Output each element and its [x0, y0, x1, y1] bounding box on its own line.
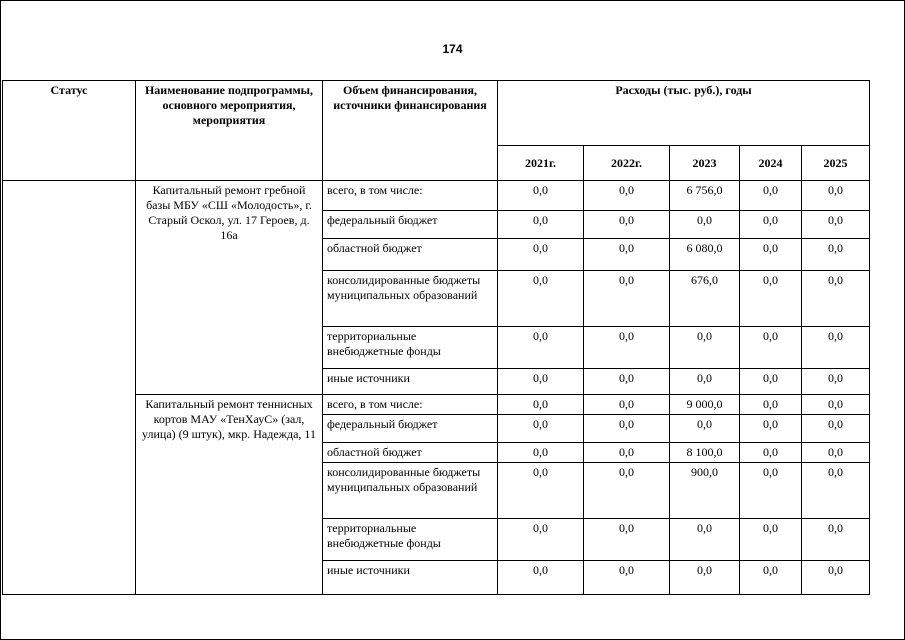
- expense-value: 0,0: [670, 211, 740, 239]
- expense-value: 0,0: [498, 239, 584, 271]
- expense-value: 0,0: [498, 415, 584, 443]
- header-year: 2025: [802, 146, 870, 181]
- expense-value: 0,0: [802, 415, 870, 443]
- expense-value: 0,0: [740, 271, 802, 327]
- expense-value: 0,0: [740, 519, 802, 561]
- header-year: 2024: [740, 146, 802, 181]
- expense-value: 0,0: [740, 327, 802, 369]
- expense-value: 0,0: [584, 443, 670, 463]
- header-year: 2021г.: [498, 146, 584, 181]
- expense-value: 0,0: [802, 395, 870, 415]
- expense-value: 0,0: [802, 239, 870, 271]
- expense-value: 0,0: [802, 211, 870, 239]
- expense-value: 0,0: [498, 463, 584, 519]
- funding-source: консолидированные бюджеты муниципальных образований: [323, 463, 498, 519]
- expense-value: 0,0: [802, 327, 870, 369]
- expense-value: 0,0: [498, 395, 584, 415]
- budget-table: [2, 80, 870, 595]
- header-year: 2023: [670, 146, 740, 181]
- expense-value: 0,0: [498, 211, 584, 239]
- expense-value: 0,0: [498, 561, 584, 595]
- expense-value: 0,0: [584, 239, 670, 271]
- expense-value: 0,0: [670, 561, 740, 595]
- funding-source: всего, в том числе:: [323, 395, 498, 415]
- funding-source: областной бюджет: [323, 239, 498, 271]
- funding-source: иные источники: [323, 369, 498, 395]
- expense-value: 0,0: [584, 369, 670, 395]
- expense-value: 0,0: [740, 395, 802, 415]
- expense-value: 8 100,0: [670, 443, 740, 463]
- funding-source: территориальные внебюджетные фонды: [323, 327, 498, 369]
- expense-value: 0,0: [584, 519, 670, 561]
- event-name: Капитальный ремонт теннисных кортов МАУ «ТенХауС» (зал, улица) (9 штук), мкр. Надежда, 11: [136, 395, 323, 595]
- table-row: [3, 181, 870, 211]
- funding-source: территориальные внебюджетные фонды: [323, 519, 498, 561]
- expense-value: 0,0: [498, 181, 584, 211]
- expense-value: 6 080,0: [670, 239, 740, 271]
- expense-value: 0,0: [740, 463, 802, 519]
- expense-value: 0,0: [670, 415, 740, 443]
- funding-source: консолидированные бюджеты муниципальных образований: [323, 271, 498, 327]
- expense-value: 0,0: [498, 519, 584, 561]
- funding-source: федеральный бюджет: [323, 211, 498, 239]
- expense-value: 0,0: [498, 327, 584, 369]
- expense-value: 0,0: [740, 561, 802, 595]
- expense-value: 9 000,0: [670, 395, 740, 415]
- funding-source: иные источники: [323, 561, 498, 595]
- expense-value: 0,0: [740, 239, 802, 271]
- header-year: 2022г.: [584, 146, 670, 181]
- expense-value: 0,0: [802, 443, 870, 463]
- expense-value: 0,0: [584, 181, 670, 211]
- expense-value: 900,0: [670, 463, 740, 519]
- expense-value: 0,0: [584, 395, 670, 415]
- header-status: Статус: [3, 81, 136, 181]
- expense-value: 0,0: [584, 415, 670, 443]
- expense-value: 0,0: [740, 443, 802, 463]
- expense-value: 0,0: [802, 369, 870, 395]
- status-cell: [3, 181, 136, 595]
- expense-value: 0,0: [802, 463, 870, 519]
- expense-value: 0,0: [740, 211, 802, 239]
- expense-value: 6 756,0: [670, 181, 740, 211]
- funding-source: всего, в том числе:: [323, 181, 498, 211]
- expense-value: 0,0: [498, 443, 584, 463]
- expense-value: 0,0: [498, 271, 584, 327]
- expense-value: 0,0: [584, 561, 670, 595]
- expense-value: 0,0: [584, 211, 670, 239]
- expense-value: 0,0: [584, 463, 670, 519]
- page-number: 174: [442, 42, 463, 56]
- header-name: Наименование подпрограммы, основного мероприятия, мероприятия: [136, 81, 323, 181]
- expense-value: 0,0: [584, 271, 670, 327]
- expense-value: 0,0: [670, 369, 740, 395]
- expense-value: 0,0: [802, 271, 870, 327]
- event-name: Капитальный ремонт гребной базы МБУ «СШ «Молодость», г. Старый Оскол, ул. 17 Героев, д. 16а: [136, 181, 323, 395]
- expense-value: 0,0: [670, 519, 740, 561]
- expense-value: 0,0: [670, 327, 740, 369]
- funding-source: областной бюджет: [323, 443, 498, 463]
- expense-value: 0,0: [498, 369, 584, 395]
- expense-value: 0,0: [584, 327, 670, 369]
- expense-value: 0,0: [802, 519, 870, 561]
- expense-value: 0,0: [740, 369, 802, 395]
- expense-value: 676,0: [670, 271, 740, 327]
- expense-value: 0,0: [740, 415, 802, 443]
- expense-value: 0,0: [802, 181, 870, 211]
- expense-value: 0,0: [740, 181, 802, 211]
- funding-source: федеральный бюджет: [323, 415, 498, 443]
- header-expenses: Расходы (тыс. руб.), годы: [498, 81, 870, 146]
- header-funding: Объем финансирования, источники финансирования: [323, 81, 498, 181]
- expense-value: 0,0: [802, 561, 870, 595]
